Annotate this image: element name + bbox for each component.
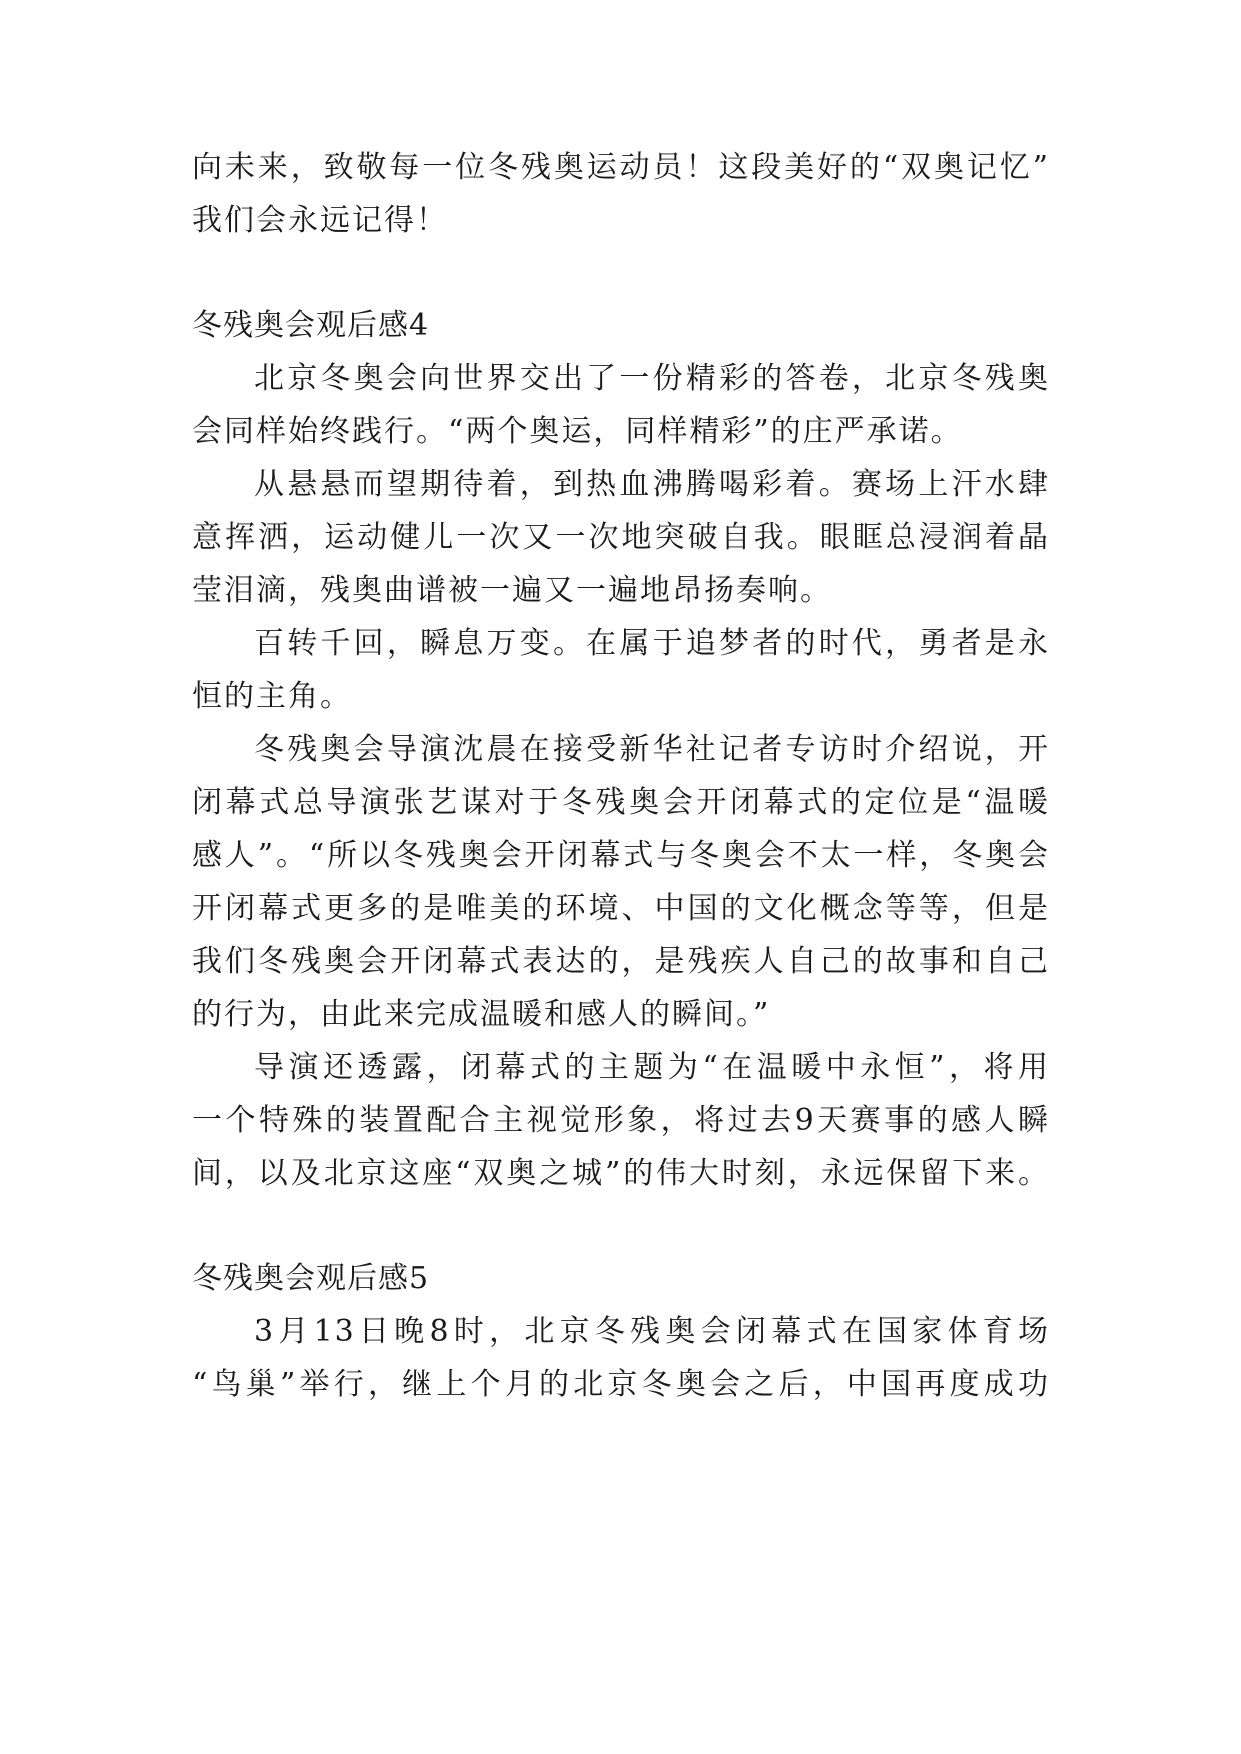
paragraph-line: 导演还透露，闭幕式的主题为“在温暖中永恒”，将用 — [254, 1050, 1050, 1085]
paragraph-line: 恒的主角。 — [192, 679, 352, 714]
paragraph-line: 3月13日晚8时，北京冬残奥会闭幕式在国家体育场 — [254, 1314, 1050, 1349]
paragraph-line: 莹泪滴，残奥曲谱被一遍又一遍地昂扬奏响。 — [192, 573, 832, 608]
paragraph-line: 感人”。“所以冬残奥会开闭幕式与冬奥会不太一样，冬奥会 — [192, 838, 1050, 873]
paragraph-line: 冬残奥会导演沈晨在接受新华社记者专访时介绍说，开 — [254, 732, 1050, 767]
paragraph-line: 我们冬残奥会开闭幕式表达的，是残疾人自己的故事和自己 — [192, 944, 1050, 979]
paragraph-line: 开闭幕式更多的是唯美的环境、中国的文化概念等等，但是 — [192, 891, 1050, 926]
paragraph-line: 一个特殊的装置配合主视觉形象，将过去9天赛事的感人瞬 — [192, 1103, 1050, 1138]
paragraph-line: “鸟巢”举行，继上个月的北京冬奥会之后，中国再度成功 — [192, 1367, 1050, 1402]
paragraph-line: 间，以及北京这座“双奥之城”的伟大时刻，永远保留下来。 — [192, 1156, 1050, 1191]
section-4-heading: 冬残奥会观后感4 — [192, 308, 430, 343]
section-5-heading: 冬残奥会观后感5 — [192, 1261, 430, 1296]
paragraph-line: 从悬悬而望期待着，到热血沸腾喝彩着。赛场上汗水肆 — [254, 467, 1050, 502]
intro-line-1: 向未来，致敬每一位冬残奥运动员！这段美好的“双奥记忆” — [192, 150, 1050, 185]
paragraph-line: 百转千回，瞬息万变。在属于追梦者的时代，勇者是永 — [254, 626, 1050, 661]
paragraph-line: 的行为，由此来完成温暖和感人的瞬间。” — [192, 997, 771, 1032]
paragraph-line: 意挥洒，运动健儿一次又一次地突破自我。眼眶总浸润着晶 — [192, 520, 1050, 555]
paragraph-line: 会同样始终践行。“两个奥运，同样精彩”的庄严承诺。 — [192, 414, 963, 449]
intro-line-2: 我们会永远记得！ — [192, 203, 448, 238]
paragraph-line: 北京冬奥会向世界交出了一份精彩的答卷，北京冬残奥 — [254, 361, 1050, 396]
paragraph-line: 闭幕式总导演张艺谋对于冬残奥会开闭幕式的定位是“温暖 — [192, 785, 1050, 820]
